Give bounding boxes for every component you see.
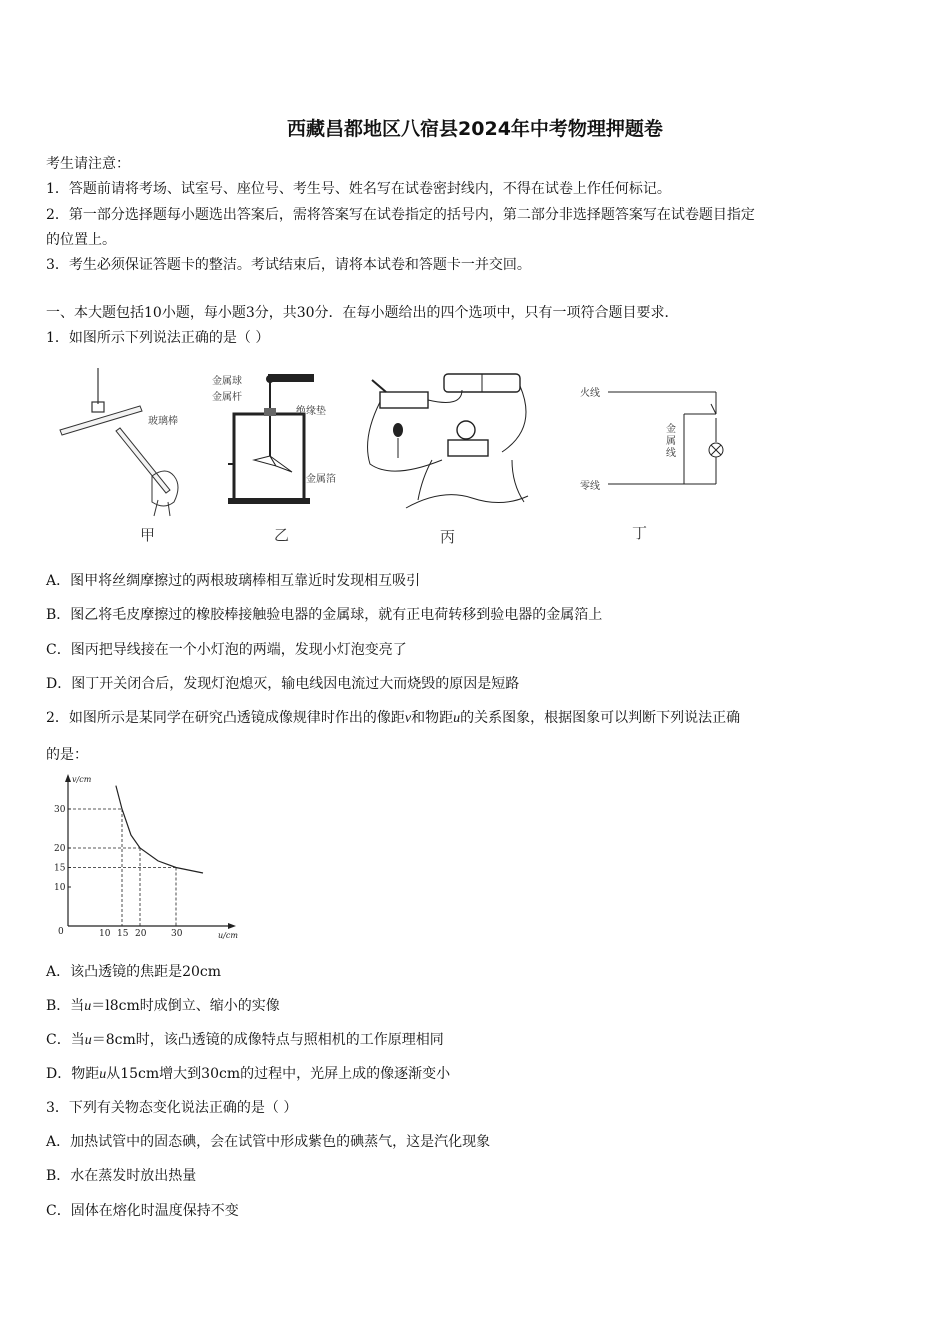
y-axis-arrow [65,774,71,782]
figure-jia [56,368,186,518]
var-u: u [99,1067,107,1082]
q2-stem [46,707,740,727]
q1-option-a: A．图甲将丝绸摩擦过的两根玻璃棒相互靠近时发现相互吸引 [46,573,421,589]
q2-option-a [46,961,221,981]
opt-text: ＝l8cm时成倒立、缩小的实像 [91,998,280,1014]
vu-chart [46,770,246,945]
notice-heading: 考生请注意： [46,156,130,172]
y-tick-label: 15 [54,863,66,874]
opt-text: C．当 [46,1032,85,1048]
y-tick-label: 20 [54,844,66,854]
var-u: u [84,999,92,1014]
opt-text: D．物距 [46,1066,100,1082]
opt-text: 从15cm增大到30cm的过程中，光屏上成的像逐渐变小 [106,1066,451,1082]
notice-item: 3．考生必须保证答题卡的整洁。考试结束后，请将本试卷和答题卡一并交回。 [46,257,531,273]
label-live-wire: 火线 [580,388,600,399]
x-tick-label: 30 [171,929,183,939]
x-axis-label: u/cm [218,931,238,940]
label-metal-ball: 金属球 [212,376,242,387]
notice-item: 的位置上。 [46,232,116,248]
opt-text: ＝8cm时，该凸透镜的成像特点与照相机的工作原理相同 [91,1032,444,1048]
q3-stem: 3．下列有关物态变化说法正确的是（ ） [46,1100,298,1116]
x-axis-arrow [228,923,236,929]
q2-option-b [46,995,280,1015]
page-title: 西藏昌都地区八宿县2024年中考物理押题卷 [287,118,663,140]
x-tick-label: 20 [135,929,147,939]
x-tick-label: 15 [117,929,129,939]
opt-text: B．当 [46,998,85,1014]
opt-text: A．该凸透镜的焦距是20cm [46,964,222,980]
y-axis-label: v/cm [72,775,92,784]
notice-item: 1．答题前请将考场、试室号、座位号、考生号、姓名写在试卷密封线内，不得在试卷上作任何标记。 [46,181,671,197]
q1-option-d: D．图丁开关闭合后，发现灯泡熄灭，输电线因电流过大而烧毁的原因是短路 [46,676,520,692]
q2-stem-part: 和物距 [411,710,454,726]
origin-label: 0 [58,927,64,937]
caption-ding: 丁 [632,524,648,542]
figure-bing [362,368,542,520]
vu-chart-svg [46,770,246,945]
y-tick-label: 10 [54,883,66,893]
q2-option-d [46,1063,450,1083]
q2-stem-part: 的关系图象，根据图象可以判断下列说法正确 [460,710,741,726]
x-tick-label: 10 [99,929,111,939]
var-u: u [453,711,461,726]
var-v: v [404,711,412,726]
label-metal-foil: 金属箔 [306,474,336,485]
caption-bing: 丙 [440,528,456,546]
q1-stem: 1．如图所示下列说法正确的是（ ） [46,330,270,346]
q2-stem-cont: 的是： [46,747,88,763]
label-metal-wire: 金属线 [666,424,676,459]
label-neutral-wire: 零线 [580,481,600,492]
notice-item: 2．第一部分选择题每小题选出答案后，需将答案写在试卷指定的括号内，第二部分非选择题答案写在试卷题目指定 [46,207,755,223]
section-heading: 一、本大题包括10小题，每小题3分，共30分．在每小题给出的四个选项中，只有一项符合题目要求． [46,305,679,321]
q3-option-a: A．加热试管中的固态碘，会在试管中形成紫色的碘蒸气，这是汽化现象 [46,1134,491,1150]
q2-option-c [46,1029,444,1049]
q3-option-c: C．固体在熔化时温度保持不变 [46,1203,239,1219]
q2-stem-part: 2．如图所示是某同学在研究凸透镜成像规律时作出的像距 [46,710,405,726]
label-metal-rod: 金属杆 [212,392,242,403]
var-u: u [84,1033,92,1048]
series-line [116,786,203,873]
caption-yi: 乙 [274,526,290,544]
figure-yi [206,368,356,518]
caption-jia: 甲 [140,526,156,544]
label-insulator: 绝缘垫 [296,406,326,417]
y-tick-label: 30 [54,805,66,815]
q1-option-b: B．图乙将毛皮摩擦过的橡胶棒接触验电器的金属球，就有正电荷转移到验电器的金属箔上 [46,607,603,623]
label-glass-rod: 玻璃棒 [148,416,178,427]
q3-option-b: B．水在蒸发时放出热量 [46,1168,197,1184]
q1-option-c: C．图丙把导线接在一个小灯泡的两端，发现小灯泡变亮了 [46,642,407,658]
figure-ding [578,374,728,500]
